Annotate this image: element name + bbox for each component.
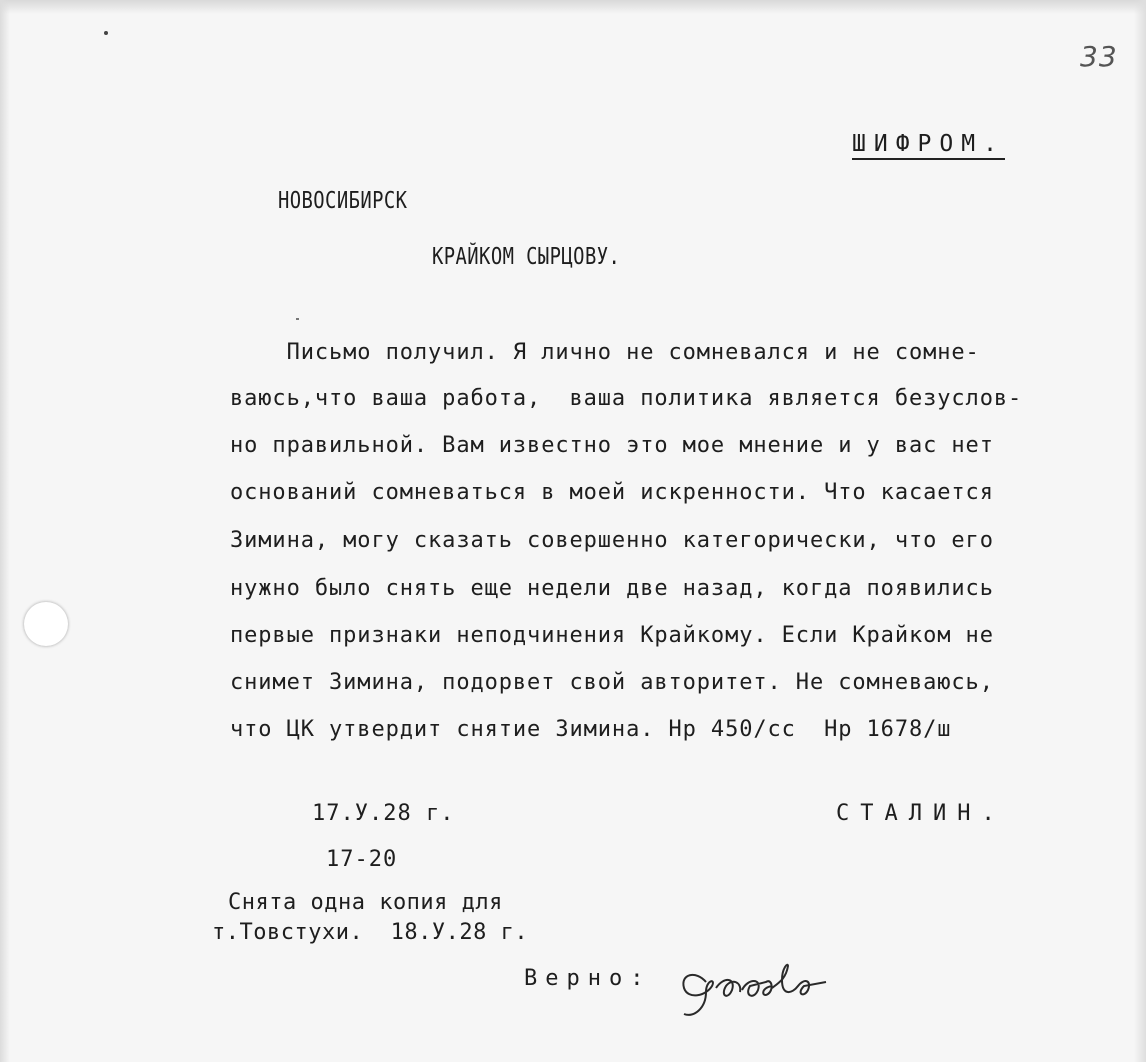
punch-hole [24, 602, 68, 646]
paper-speck [104, 31, 108, 35]
date: 17.У.28 г. [312, 801, 455, 826]
time: 17-20 [326, 847, 398, 872]
body-line: Зимина, могу сказать совершенно категорически, что его [230, 528, 994, 553]
body-line: первые признаки неподчинения Крайкому. Если Крайком не [230, 623, 994, 648]
verified-label: Верно: [524, 966, 652, 991]
body-line: нужно было снять еще недели две назад, когда появились [230, 576, 994, 601]
paper-edge-left [0, 0, 10, 1062]
body-line: ваюсь,что ваша работа, ваша политика является безуслов- [230, 386, 1023, 411]
body-line: снимет Зимина, подорвет свой авторитет. Не сомневаюсь, [230, 670, 994, 695]
copy-note-line: т.Товстухи. 18.У.28 г. [212, 920, 529, 945]
body-line: что ЦК утвердит снятие Зимина. Нр 450/сс Нр 1678/ш [230, 717, 952, 742]
paper-edge-top [0, 0, 1146, 14]
recipient-addressee: КРАЙКОМ СЫРЦОВУ. [432, 244, 621, 270]
typed-signature: СТАЛИН. [836, 801, 1006, 826]
body-line: Письмо получил. Я лично не сомневался и не сомне- [230, 340, 980, 365]
paper-speck [296, 318, 299, 320]
copy-note-line: Снята одна копия для [228, 890, 503, 915]
body-line: оснований сомневаться в моей искренности. Что касается [230, 480, 994, 505]
recipient-city: НОВОСИБИРСК [278, 188, 408, 214]
cipher-heading: ШИФРОМ. [852, 130, 1005, 160]
handwritten-signature-image [676, 952, 846, 1022]
paper-edge-right [1134, 0, 1146, 1062]
sheet-number: 33 [1080, 40, 1118, 73]
body-line: но правильной. Вам известно это мое мнение и у вас нет [230, 433, 994, 458]
